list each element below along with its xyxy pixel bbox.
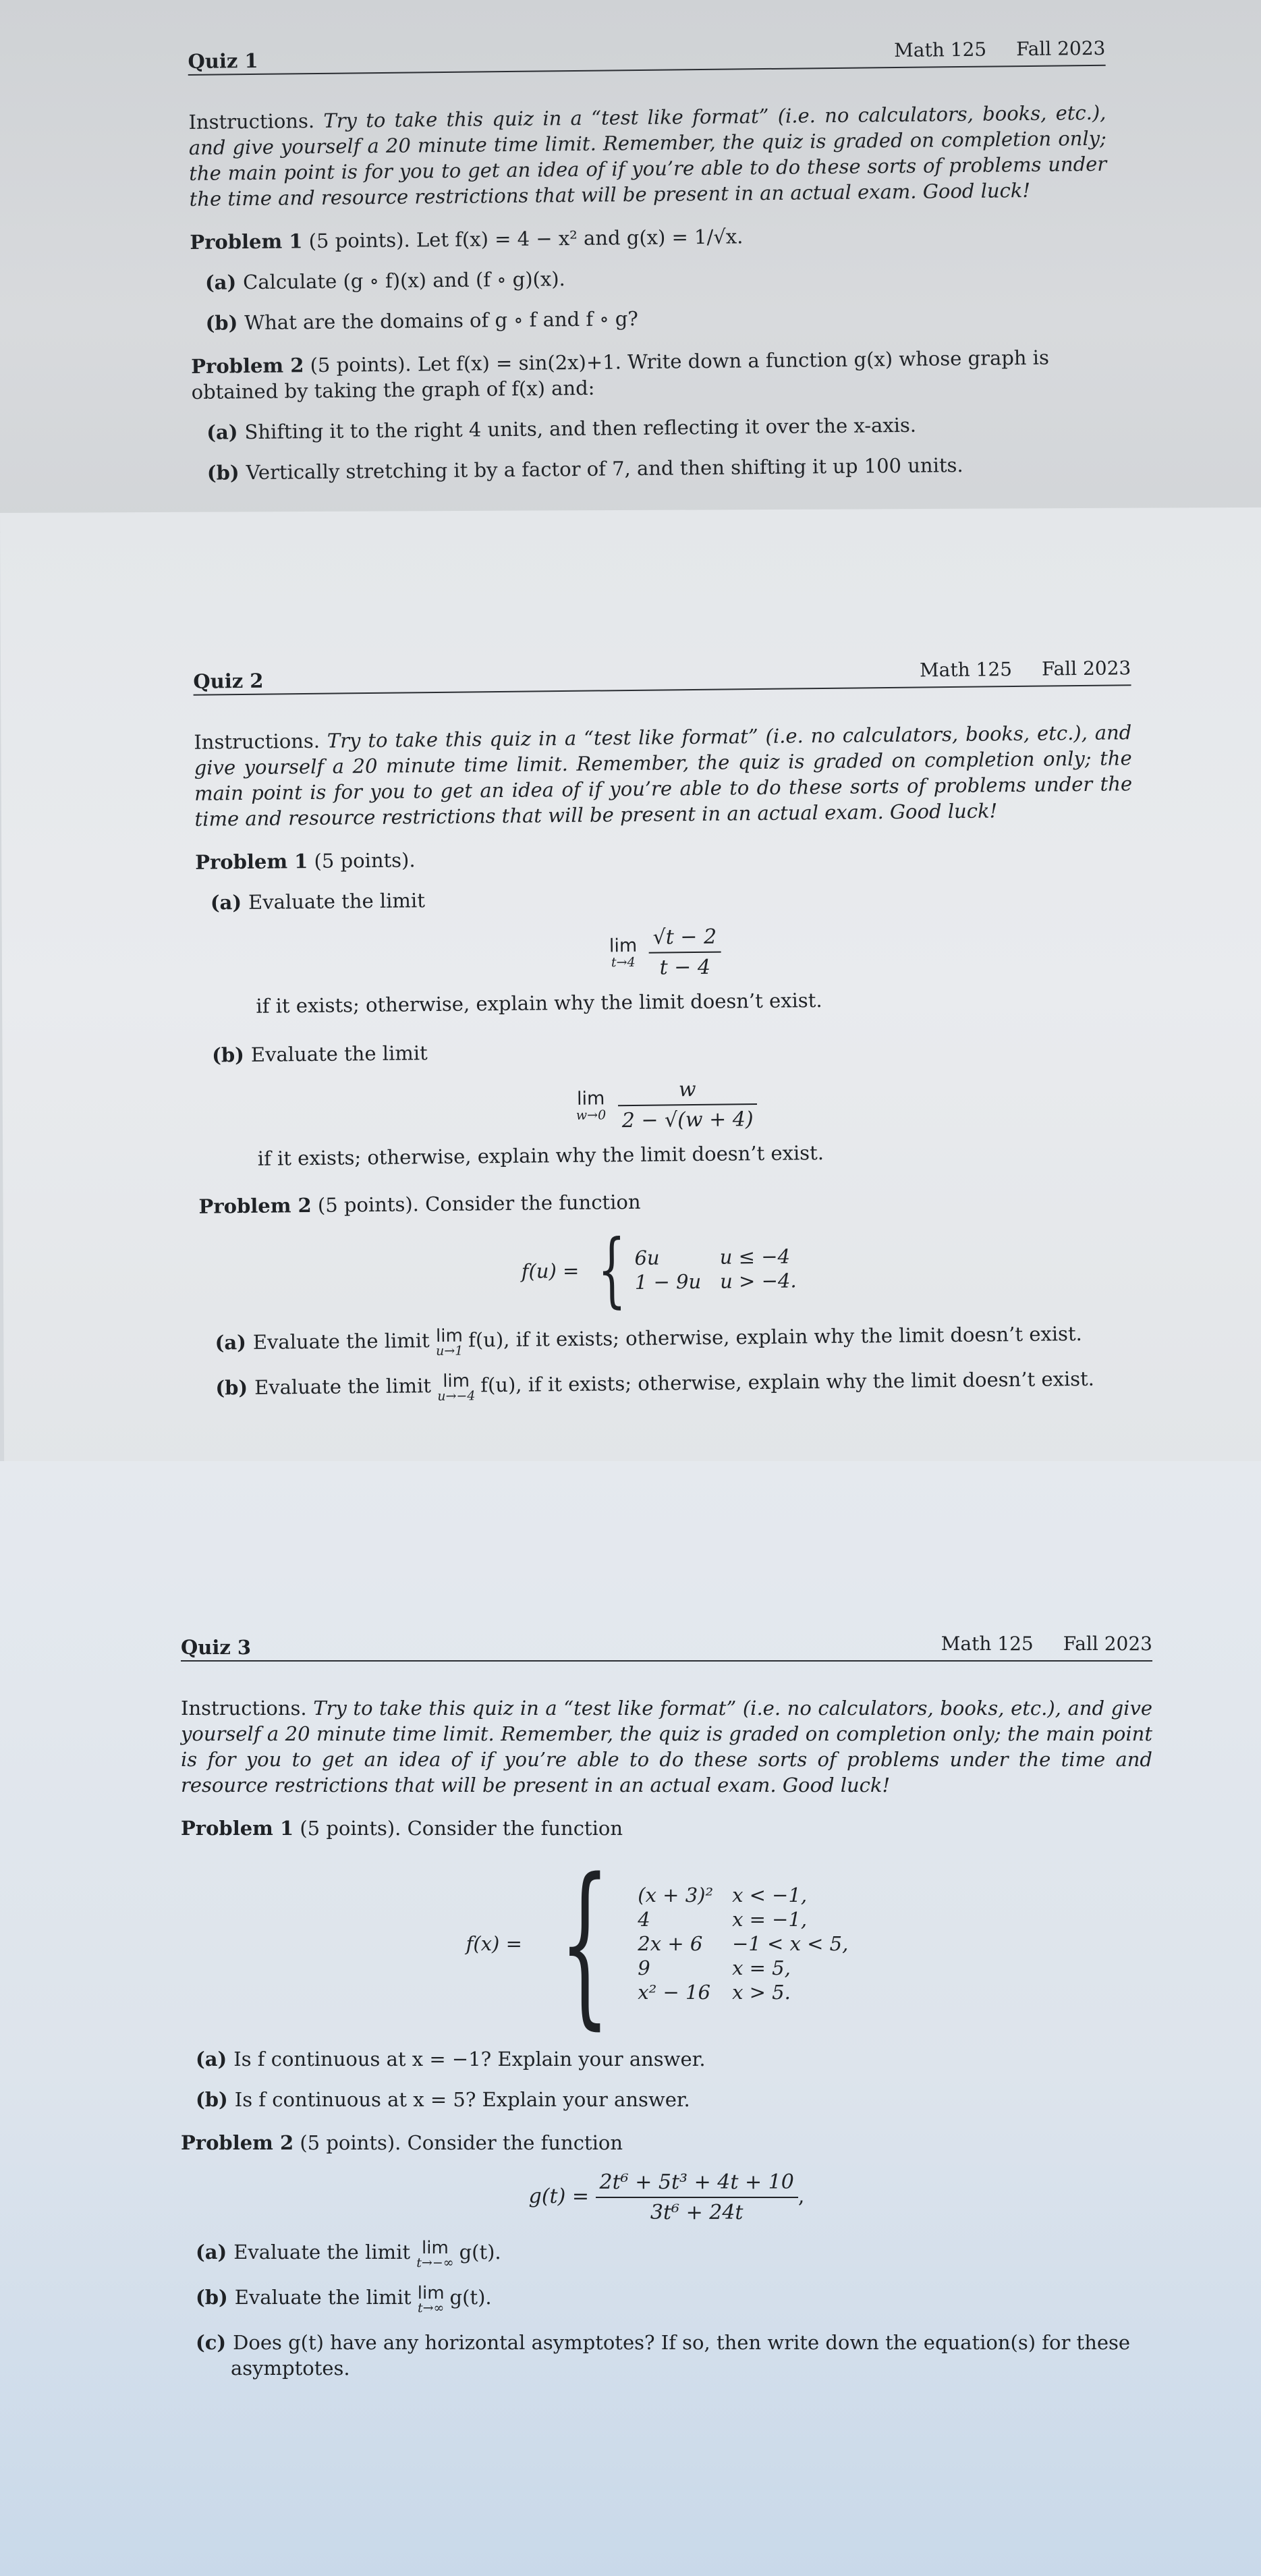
quiz-3-problem-2-part-a (196, 2239, 1152, 2270)
case-row (634, 1244, 815, 1270)
case-expr: 6u (634, 1246, 660, 1269)
problem-label: Problem 2 (198, 1193, 312, 1218)
cases-table (638, 1883, 867, 2004)
part-label: (a) (206, 420, 238, 444)
quiz-3-content (181, 1613, 1152, 2381)
limit-expression-a (196, 921, 1134, 985)
quiz-2-problem-1-part-b (212, 1033, 1135, 1068)
part-text: Evaluate the limit (248, 889, 426, 914)
lim-word: lim (609, 935, 638, 957)
quiz-2-problem-1-part-b-note: if it exists; otherwise, explain why the limit doesn’t exist. (257, 1141, 824, 1170)
quiz-3-title: Quiz 3 (181, 1636, 252, 1659)
problem-text: (5 points). Let f(x) = 4 − x² and g(x) = 1/√x. (308, 225, 744, 253)
lim-subscript: t→∞ (417, 2301, 445, 2315)
term-label: Fall 2023 (1041, 657, 1131, 680)
quiz-1-problem-1-part-b (205, 301, 1108, 336)
case-cond: x > 5. (732, 1981, 791, 2004)
case-cond: u ≤ −4 (719, 1244, 791, 1269)
function-lhs: f(u) = (521, 1259, 580, 1283)
lim-subscript: t→4 (611, 954, 636, 970)
lim-subscript: t→−∞ (416, 2255, 454, 2270)
quiz-3-header-right (912, 1633, 1152, 1655)
problem-text: (5 points). Let f(x) = sin(2x)+1. Write down a function g(x) whose graph is obtained by taking the graph of f(x) and: (191, 346, 1050, 404)
limit-operator (416, 2240, 453, 2270)
function-lhs: g(t) = (528, 2185, 589, 2208)
fraction-numerator: 2t⁶ + 5t³ + 4t + 10 (596, 2170, 798, 2198)
cases-table (634, 1244, 815, 1294)
lim-word: lim (422, 2238, 449, 2258)
case-row (638, 1883, 867, 1907)
lim-word: lim (576, 1088, 605, 1109)
case-row (635, 1268, 816, 1294)
course-label: Math 125 (893, 38, 987, 62)
part-pre: Evaluate the limit (254, 1374, 432, 1399)
quiz-1-instructions (188, 100, 1107, 212)
part-post: g(t). (449, 2286, 492, 2309)
quiz-3-problem-2-part-b (196, 2284, 1152, 2315)
quiz-2-problem-1-part-a-note: if it exists; otherwise, explain why the limit doesn’t exist. (256, 989, 822, 1018)
part-post: g(t). (459, 2241, 501, 2264)
problem-label: Problem 1 (181, 1817, 294, 1840)
quiz-1-content (188, 18, 1110, 486)
instructions-lead: Instructions. (188, 109, 315, 134)
problem-text: (5 points). (314, 848, 416, 873)
lim-subscript: u→1 (435, 1343, 464, 1359)
case-expr: 4 (638, 1908, 650, 1931)
part-label: (b) (196, 2088, 228, 2111)
case-expr: 1 − 9u (634, 1269, 702, 1294)
part-label: (b) (215, 1375, 248, 1400)
part-text: Shifting it to the right 4 units, and then reflecting it over the x-axis. (244, 413, 917, 444)
quiz-3-problem-2 (181, 2130, 1152, 2156)
part-label: (a) (215, 1330, 247, 1354)
limit-fraction (648, 925, 721, 980)
lim-word: lim (435, 1325, 464, 1347)
case-cond: x = 5, (732, 1956, 791, 1979)
case-row (638, 1931, 867, 1956)
quiz-2-instructions (194, 719, 1133, 832)
limit-operator (437, 1373, 476, 1403)
part-text: Is f continuous at x = −1? Explain your answer. (233, 2048, 706, 2071)
piecewise-function-f-x (181, 1842, 1152, 2046)
limit-operator (609, 937, 638, 969)
lim-subscript: w→0 (576, 1107, 607, 1123)
case-row (638, 1956, 867, 1980)
limit-operator (435, 1325, 464, 1359)
instructions-text: Try to take this quiz in a “test like format” (i.e. no calculators, books, etc.), and give yourself a 20 minute time limit. Remember, the quiz is graded on completion only; the main point is for you to get an idea of if you’re able to do these sorts of problems under the time and resource restrictions that will be present in an actual exam. Good luck! (194, 721, 1133, 831)
case-expr: (x + 3)² (638, 1884, 714, 1907)
part-label: (a) (196, 2241, 227, 2264)
quiz-3-instructions (181, 1695, 1152, 1798)
course-label: Math 125 (941, 1633, 1034, 1655)
quiz-2-header-right (890, 657, 1131, 682)
lim-word: lim (443, 1371, 470, 1392)
fraction-denominator: 2 − √(w + 4) (621, 1107, 754, 1133)
fraction-numerator: w (617, 1077, 757, 1106)
case-expr: x² − 16 (638, 1981, 710, 2004)
problem-label: Problem 1 (195, 849, 308, 874)
case-cond: x < −1, (732, 1884, 808, 1907)
quiz-2-problem-1 (195, 840, 1133, 875)
rational-fraction (596, 2170, 798, 2224)
problem-text: (5 points). Consider the function (300, 1817, 623, 1840)
quiz-3-problem-1-part-a (196, 2046, 1152, 2072)
quiz-1-problem-1-part-a (205, 261, 1108, 296)
problem-text: (5 points). Consider the function (317, 1190, 641, 1217)
quiz-1-problem-2-part-a (206, 410, 1109, 445)
instructions-lead: Instructions. (181, 1697, 307, 1720)
problem-label: Problem 1 (190, 229, 303, 254)
course-label: Math 125 (919, 658, 1013, 682)
trailing-comma: , (797, 2185, 805, 2208)
part-text: What are the domains of g ∘ f and f ∘ g? (244, 307, 639, 335)
fraction-denominator: t − 4 (659, 955, 711, 980)
case-expr: 9 (638, 1956, 650, 1979)
case-cond: x = −1, (732, 1908, 808, 1931)
lim-word: lim (417, 2283, 445, 2303)
limit-fraction (617, 1077, 758, 1132)
case-cond: u > −4. (719, 1269, 797, 1293)
quiz-2-problem-2 (198, 1184, 1136, 1220)
quiz-2-header (193, 637, 1131, 696)
part-text: Does g(t) have any horizontal asymptotes? If so, then write down the equation(s) for these asymptotes. (231, 2331, 1131, 2380)
part-label: (a) (204, 271, 237, 294)
quiz-2-problem-2-part-b (215, 1365, 1138, 1405)
case-expr: 2x + 6 (638, 1932, 703, 1955)
rational-function-g-t (181, 2170, 1152, 2224)
quiz-2-problem-2-part-a (215, 1320, 1138, 1360)
part-label: (a) (196, 2048, 227, 2071)
piecewise-function-f-u (199, 1224, 1138, 1315)
case-row (638, 1907, 867, 1931)
left-brace-icon: { (596, 1223, 627, 1317)
piecewise (521, 1223, 816, 1317)
part-text: Calculate (g ∘ f)(x) and (f ∘ g)(x). (243, 267, 565, 294)
lim-subscript: u→−4 (437, 1388, 476, 1404)
quiz-1-title: Quiz 1 (188, 49, 258, 73)
case-row (638, 1980, 867, 2004)
quiz-2-problem-1-part-a (211, 880, 1133, 915)
term-label: Fall 2023 (1015, 36, 1106, 61)
quiz-1-problem-2-part-b (207, 451, 1110, 486)
part-pre: Evaluate the limit (252, 1329, 430, 1354)
term-label: Fall 2023 (1063, 1633, 1152, 1655)
part-label: (b) (205, 311, 238, 335)
part-label: (b) (212, 1043, 245, 1067)
problem-label: Problem 2 (191, 354, 304, 378)
quiz-3-sheet (0, 1461, 1261, 2576)
part-label: (c) (196, 2331, 227, 2354)
instructions-lead: Instructions. (194, 729, 320, 754)
quiz-1-sheet (0, 0, 1261, 533)
quiz-3-problem-1 (181, 1815, 1152, 1841)
quiz-3-problem-2-part-c (196, 2330, 1152, 2381)
part-post: f(u), if it exists; otherwise, explain why the limit doesn’t exist. (468, 1322, 1082, 1352)
fraction-denominator: 3t⁶ + 24t (650, 2201, 744, 2224)
fraction-numerator: √t − 2 (648, 925, 721, 954)
quiz-3-header (181, 1613, 1152, 1662)
part-pre: Evaluate the limit (234, 2286, 412, 2309)
quiz-2-content (193, 637, 1139, 1405)
instructions-text: Try to take this quiz in a “test like format” (i.e. no calculators, books, etc.), and give yourself a 20 minute time limit. Remember, the quiz is graded on completion only; the main point is for you to get an idea of if you’re able to do these sorts of problems under the time and resource restrictions that will be present in an actual exam. Good luck! (181, 1697, 1153, 1797)
part-text: Evaluate the limit (250, 1041, 428, 1066)
limit-expression-b (198, 1073, 1136, 1137)
instructions-text: Try to take this quiz in a “test like format” (i.e. no calculators, books, etc.), and give yourself a 20 minute time limit. Remember, the quiz is graded on completion only; the main point is for you to get an idea of if you’re able to do these sorts of problems under the time and resource restrictions that will be present in an actual exam. Good luck! (188, 101, 1107, 211)
quiz-2-title: Quiz 2 (193, 669, 264, 693)
quiz-3-problem-1-part-b (196, 2087, 1152, 2112)
part-label: (b) (196, 2286, 228, 2309)
problem-text: (5 points). Consider the function (300, 2131, 623, 2154)
part-label: (a) (210, 891, 242, 914)
quiz-1-header-right (864, 37, 1106, 62)
part-label: (b) (206, 461, 240, 485)
piecewise (466, 1842, 868, 2046)
part-pre: Evaluate the limit (233, 2241, 411, 2264)
quiz-2-sheet (0, 508, 1261, 1478)
limit-operator (576, 1089, 606, 1122)
quiz-1-problem-1 (190, 220, 1107, 255)
function-lhs: f(x) = (466, 1932, 522, 1955)
limit-operator (418, 2285, 445, 2315)
part-text: Vertically stretching it by a factor of 7, and then shifting it up 100 units. (246, 453, 963, 485)
quiz-1-problem-2 (191, 344, 1109, 405)
problem-label: Problem 2 (181, 2131, 294, 2154)
part-post: f(u), if it exists; otherwise, explain why the limit doesn’t exist. (480, 1367, 1095, 1397)
part-text: Is f continuous at x = 5? Explain your answer. (234, 2088, 690, 2111)
left-brace-icon: { (559, 1842, 610, 2046)
case-cond: −1 < x < 5, (732, 1932, 849, 1955)
quiz-1-header (188, 18, 1106, 76)
